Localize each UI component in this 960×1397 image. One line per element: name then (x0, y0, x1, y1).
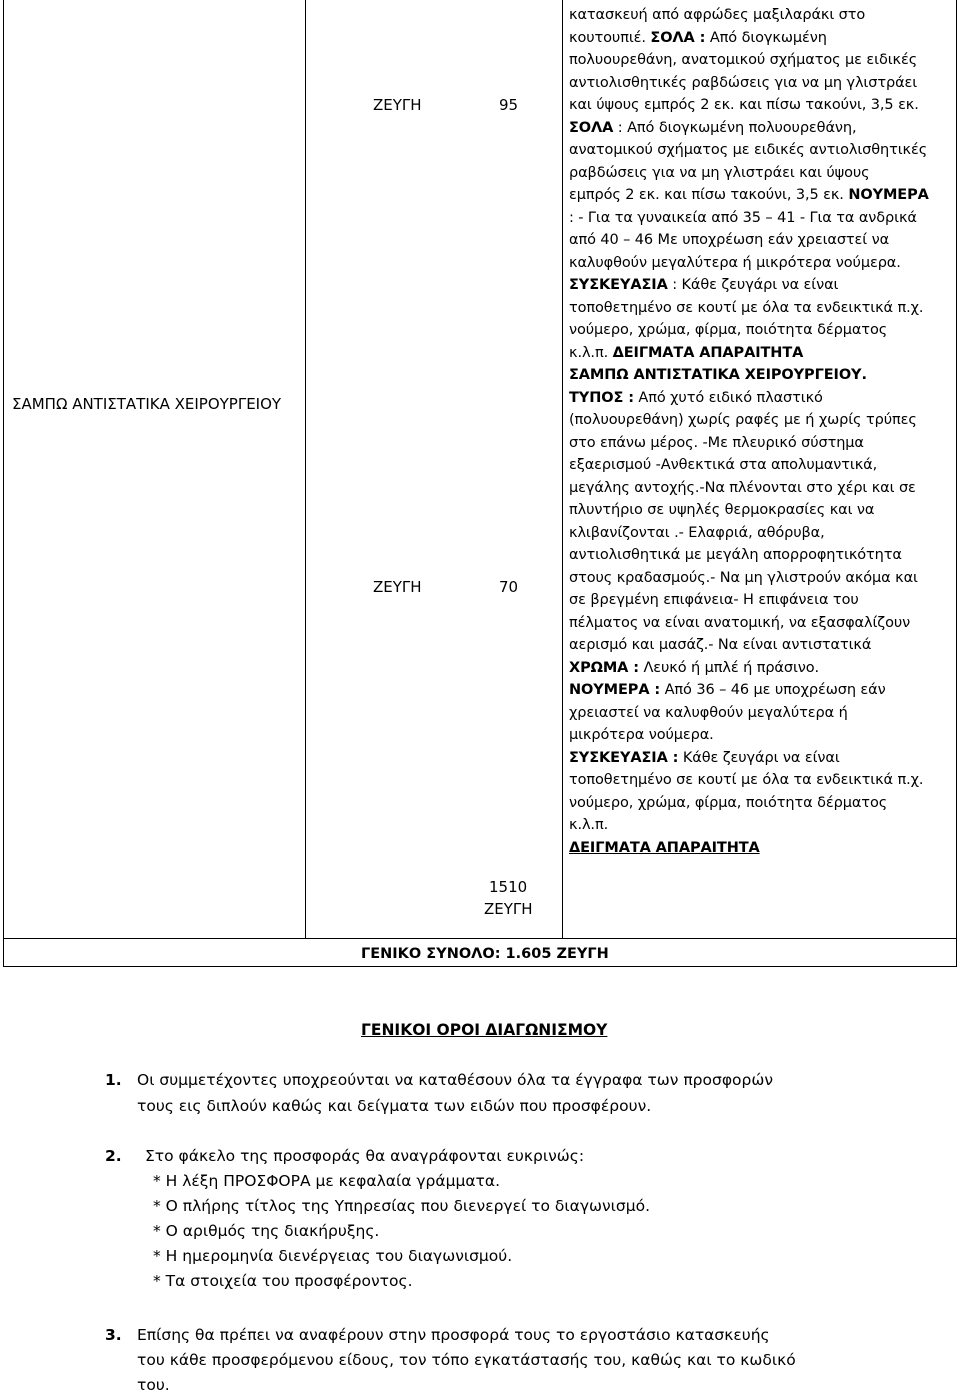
description-line (569, 409, 954, 432)
table-border-bottom (3, 966, 957, 967)
description-line (569, 274, 954, 297)
qty-value-2: 70 (499, 578, 519, 596)
description-text: ΧΡΩΜΑ : (569, 659, 639, 676)
description-line (569, 94, 954, 117)
term-1-line-1: Οι συμμετέχοντες υποχρεούνται να καταθέσουν όλα τα έγγραφα των προσφορών (137, 1071, 773, 1089)
description-text: : - Για τα γυναικεία από 35 – 41 - Για τα ανδρικά (569, 209, 917, 226)
description-text: πολυουρεθάνη, ανατομικού σχήματος με ειδικές (569, 52, 918, 68)
terms-heading: ΓΕΝΙΚΟΙ ΟΡΟΙ ΔΙΑΓΩΝΙΣΜΟΥ (361, 1021, 608, 1039)
description-text: ΤΥΠΟΣ : (569, 389, 634, 406)
description-line (569, 769, 954, 792)
description-text: στο επάνω μέρος. -Με πλευρικό σύστημα (569, 434, 864, 451)
description-line (569, 364, 954, 387)
term-2-bullet: * Ο αριθμός της διακήρυξης. (153, 1222, 380, 1240)
description-text: νούμερο, χρώμα, φίρμα, ποιότητα δέρματος (569, 322, 888, 338)
description-line (569, 207, 954, 230)
description-line (569, 162, 954, 185)
term-3-line-1: Επίσης θα πρέπει να αναφέρουν στην προσφορά τους το εργοστάσιο κατασκευής (137, 1326, 770, 1344)
description-line (569, 477, 954, 500)
description-line (569, 814, 954, 837)
description-text: τοποθετημένο σε κουτί με όλα τα ενδεικτικά π.χ. (569, 299, 924, 316)
description-line (569, 702, 954, 725)
term-3-line-3: του. (137, 1376, 170, 1394)
term-3-number: 3. (105, 1326, 122, 1344)
description-text: αντιολισθητικές ραβδώσεις για να μη γλιστράει (569, 74, 918, 91)
description-text: ΣΑΜΠΩ ΑΝΤΙΣΤΑΤΙΚΑ ΧΕΙΡΟΥΡΓΕΙΟΥ. (569, 367, 867, 383)
description-text: μεγάλης αντοχής.-Να πλένονται στο χέρι και σε (569, 479, 916, 496)
description-text: κατασκευή από αφρώδες μαξιλαράκι στο (569, 7, 866, 23)
description-line (569, 837, 954, 860)
description-line (569, 342, 954, 365)
description-text: : Κάθε ζευγάρι να είναι (667, 277, 839, 293)
description-line (569, 522, 954, 545)
description-line (569, 747, 954, 770)
description-text: σε βρεγμένη επιφάνεια- Η επιφάνεια του (569, 592, 859, 608)
description-text: εξαερισμού -Ανθεκτικά στα απολυμαντικά, (569, 457, 878, 473)
term-2-bullet: * Τα στοιχεία του προσφέροντος. (153, 1272, 413, 1290)
table-border-right (956, 0, 957, 966)
description-line (569, 297, 954, 320)
description-line (569, 139, 954, 162)
description-text: Λευκό ή μπλέ ή πράσινο. (638, 659, 820, 676)
description-text: Από χυτό ειδικό πλαστικό (633, 389, 823, 406)
description-text: : Από διογκωμένη πολυουρεθάνη, (613, 119, 857, 136)
total-qty: 1510 (489, 878, 528, 896)
description-line (569, 252, 954, 275)
description-text: Από διογκωμένη (705, 29, 827, 46)
description-line (569, 117, 954, 140)
description-line (569, 589, 954, 612)
description-text: (πολυουρεθάνη) χωρίς ραφές με ή χωρίς τρύπες (569, 412, 917, 428)
term-2-bullet: * Η ημερομηνία διενέργειας του διαγωνισμού. (153, 1247, 513, 1265)
description-text: αντιολισθητικά με μεγάλη απορροφητικότητα (569, 547, 902, 563)
description-text: πέλματος να είναι ανατομική, να εξασφαλίζουν (569, 614, 911, 631)
description-text: ΔΕΙΓΜΑΤΑ ΑΠΑΡΑΙΤΗΤΑ (612, 344, 804, 361)
description-text: Κάθε ζευγάρι να είναι (678, 749, 840, 766)
description-text: στους κραδασμούς.- Να μη γλιστρούν ακόμα και (569, 569, 918, 586)
term-2-number: 2. (105, 1147, 122, 1165)
description-line (569, 4, 954, 27)
term-2-bullet: * Ο πλήρης τίτλος της Υπηρεσίας που διενεργεί το διαγωνισμό. (153, 1197, 650, 1215)
term-2-line-1: Στο φάκελο της προσφοράς θα αναγράφονται ευκρινώς: (145, 1147, 585, 1165)
description-line (569, 679, 954, 702)
description-line (569, 499, 954, 522)
description-line (569, 387, 954, 410)
description-line (569, 792, 954, 815)
description-text: αερισμό και μασάζ.- Να είναι αντιστατικά (569, 637, 872, 653)
total-unit: ΖΕΥΓΗ (484, 900, 533, 918)
term-3-line-2: του κάθε προσφερόμενου είδους, τον τόπο εγκατάστασής του, καθώς και το κωδικό (137, 1351, 796, 1369)
term-2-bullet: * Η λέξη ΠΡΟΣΦΟΡΑ με κεφαλαία γράμματα. (153, 1172, 501, 1190)
unit-label-2: ΖΕΥΓΗ (373, 578, 422, 596)
description-text: τοποθετημένο σε κουτί με όλα τα ενδεικτικά π.χ. (569, 772, 924, 788)
description-line (569, 657, 954, 680)
description-text: εμπρός 2 εκ. και πίσω τακούνι, 3,5 εκ. (569, 187, 849, 203)
description-text: Από 36 – 46 με υποχρέωση εάν (660, 682, 886, 698)
table-divider-1 (305, 0, 306, 938)
description-line (569, 612, 954, 635)
description-line (569, 724, 954, 747)
description-text: και ύψους εμπρός 2 εκ. και πίσω τακούνι, 3,5 εκ. (569, 97, 919, 113)
description-line (569, 229, 954, 252)
description-text: νούμερο, χρώμα, φίρμα, ποιότητα δέρματος (569, 794, 888, 811)
description-text: από 40 – 46 Με υποχρέωση εάν χρειαστεί να (569, 232, 890, 248)
description-line (569, 72, 954, 95)
description-line (569, 49, 954, 72)
description-text: κλιβανίζονται .- Ελαφριά, αθόρυβα, (569, 524, 825, 541)
term-1-number: 1. (105, 1071, 122, 1089)
description-text: ΝΟΥΜΕΡΑ (848, 187, 929, 203)
description-text: ΔΕΙΓΜΑΤΑ ΑΠΑΡΑΙΤΗΤΑ (569, 839, 760, 856)
table-row-divider (3, 938, 957, 939)
description-line (569, 319, 954, 342)
grand-total: ΓΕΝΙΚΟ ΣΥΝΟΛΟ: 1.605 ΖΕΥΓΗ (361, 946, 609, 962)
item-title: ΣΑΜΠΩ ΑΝΤΙΣΤΑΤΙΚΑ ΧΕΙΡΟΥΡΓΕΙΟΥ (12, 395, 282, 413)
qty-value-1: 95 (499, 96, 519, 114)
description-line (569, 454, 954, 477)
term-1-line-2: τους εις διπλούν καθώς και δείγματα των ειδών που προσφέρουν. (137, 1097, 652, 1115)
description-text: ραβδώσεις για να μη γλιστράει και ύψους (569, 164, 870, 181)
description-text: κουτουπιέ. (569, 29, 651, 46)
table-divider-2 (562, 0, 563, 938)
description-line (569, 27, 954, 50)
description-line (569, 544, 954, 567)
item-description (569, 4, 954, 859)
description-text: μικρότερα νούμερα. (569, 727, 714, 743)
description-line (569, 567, 954, 590)
description-line (569, 634, 954, 657)
description-text: καλυφθούν μεγαλύτερα ή μικρότερα νούμερα. (569, 254, 901, 271)
description-line (569, 432, 954, 455)
table-border-left (3, 0, 4, 966)
description-text: κ.λ.π. (569, 344, 613, 361)
description-text: ΣΥΣΚΕΥΑΣΙΑ : (569, 749, 679, 766)
description-text: πλυντήριο σε υψηλές θερμοκρασίες και να (569, 502, 875, 518)
description-text: ΣΥΣΚΕΥΑΣΙΑ (569, 277, 668, 293)
description-text: κ.λ.π. (569, 817, 609, 833)
description-line (569, 184, 954, 207)
description-text: ανατομικού σχήματος με ειδικές αντιολισθητικές (569, 142, 928, 158)
description-text: ΣΟΛΑ (569, 119, 614, 136)
description-text: χρειαστεί να καλυφθούν μεγαλύτερα ή (569, 704, 848, 721)
description-text: ΝΟΥΜΕΡΑ : (569, 682, 661, 698)
unit-label-1: ΖΕΥΓΗ (373, 96, 422, 114)
description-text: ΣΟΛΑ : (650, 29, 706, 46)
